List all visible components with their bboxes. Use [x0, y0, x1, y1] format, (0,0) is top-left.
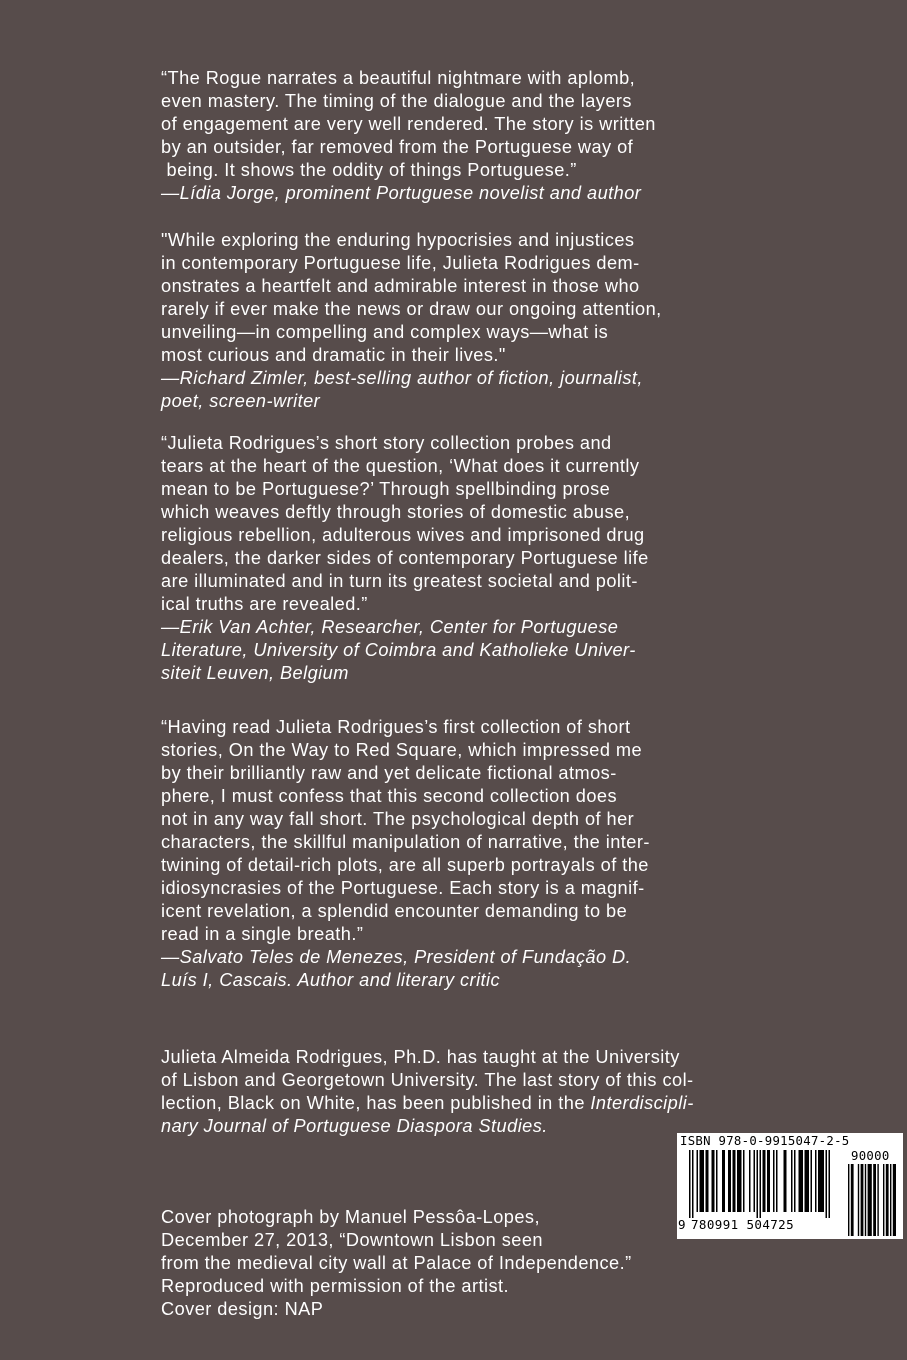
barcode-digits: 780991 504725 — [691, 1217, 795, 1232]
barcode-bar — [865, 1164, 866, 1236]
review-attribution — [161, 616, 761, 685]
quote-line: icent revelation, a splendid encounter demanding to be — [161, 901, 628, 921]
quote-line: which weaves deftly through stories of domestic abuse, — [161, 502, 631, 522]
bio-line: Julieta Almeida Rodrigues, Ph.D. has taught at the University — [161, 1047, 680, 1067]
credit-line: December 27, 2013, “Downtown Lisbon seen — [161, 1230, 543, 1250]
barcode-bar — [760, 1150, 762, 1218]
author-bio — [161, 1046, 761, 1138]
barcode-bar — [805, 1150, 810, 1212]
barcode-bar — [712, 1150, 715, 1212]
attribution-line: —Richard Zimler, best-selling author of fiction, journalist, — [161, 368, 643, 388]
attribution-line: poet, screen-writer — [161, 391, 321, 411]
attribution-line: Literature, University of Coimbra and Katholieke Univer- — [161, 640, 636, 660]
attribution-line: —Salvato Teles de Menezes, President of Fundação D. — [161, 947, 632, 967]
barcode-bar — [861, 1164, 864, 1236]
barcode-bar — [851, 1164, 854, 1236]
quote-line: rarely if ever make the news or draw our ongoing attention, — [161, 299, 662, 319]
quote-line: of engagement are very well rendered. The story is written — [161, 114, 656, 134]
barcode-bar — [794, 1150, 796, 1212]
barcode-bar — [716, 1150, 718, 1212]
quote-line: by their brilliantly raw and yet delicate fictional atmos- — [161, 763, 617, 783]
quote-line: being. It shows the oddity of things Portuguese.” — [161, 160, 577, 180]
barcode-bar — [728, 1150, 731, 1212]
barcode-bar — [767, 1150, 770, 1212]
price-code: 90000 — [851, 1149, 890, 1163]
journal-title: Interdiscipli- — [590, 1093, 694, 1113]
quote-line: "While exploring the enduring hypocrisies and injustices — [161, 230, 635, 250]
attribution-line: —Lídia Jorge, prominent Portuguese novelist and author — [161, 183, 642, 203]
review-quote — [161, 432, 761, 616]
credit-line: from the medieval city wall at Palace of Independence.” — [161, 1253, 632, 1273]
barcode-bar — [818, 1150, 824, 1212]
barcode-bar — [890, 1164, 891, 1236]
barcode-bar — [811, 1150, 813, 1212]
barcode-bar — [883, 1164, 884, 1236]
bio-line — [161, 1092, 761, 1115]
barcode-bars — [689, 1150, 839, 1218]
barcode-bar — [722, 1150, 725, 1212]
quote-line: tears at the heart of the question, ‘What does it currently — [161, 456, 640, 476]
attribution-line: Luís I, Cascais. Author and literary critic — [161, 970, 501, 990]
quote-line: by an outsider, far removed from the Portuguese way of — [161, 137, 634, 157]
price-bars — [848, 1164, 896, 1236]
quote-line: phere, I must confess that this second collection does — [161, 786, 617, 806]
quote-line: idiosyncrasies of the Portuguese. Each story is a magnif- — [161, 878, 645, 898]
quote-line: most curious and dramatic in their lives." — [161, 345, 506, 365]
barcode-bar — [893, 1164, 896, 1236]
barcode-bar — [733, 1150, 736, 1212]
review-3 — [161, 432, 761, 685]
isbn-label: ISBN 978-0-9915047-2-5 — [680, 1134, 850, 1148]
barcode-bar — [799, 1150, 804, 1212]
quote-line: are illuminated and in turn its greatest societal and polit- — [161, 571, 638, 591]
barcode-bar — [776, 1150, 778, 1212]
credit-line: Cover design: NAP — [161, 1299, 324, 1319]
credit-line: Cover photograph by Manuel Pessôa-Lopes, — [161, 1207, 540, 1227]
journal-title: nary Journal of Portuguese Diaspora Studies. — [161, 1116, 548, 1136]
barcode-bar — [848, 1164, 849, 1236]
review-2 — [161, 229, 761, 413]
barcode-bar — [826, 1150, 828, 1218]
barcode-bar — [773, 1150, 775, 1212]
barcode-bar — [868, 1164, 872, 1236]
quote-line: “Having read Julieta Rodrigues’s first collection of short — [161, 717, 631, 737]
review-1 — [161, 67, 761, 205]
barcode-bar — [743, 1150, 745, 1212]
review-attribution — [161, 367, 761, 413]
bio-text: lection, Black on White, has been published in the — [161, 1093, 591, 1113]
barcode-digit-first: 9 — [678, 1217, 686, 1232]
quote-line: characters, the skillful manipulation of narrative, the inter- — [161, 832, 650, 852]
cover-credits — [161, 1206, 761, 1321]
barcode-bar — [791, 1150, 793, 1212]
credit-line: Reproduced with permission of the artist. — [161, 1276, 510, 1296]
barcode-bar — [700, 1150, 705, 1212]
review-quote — [161, 716, 761, 946]
quote-line: even mastery. The timing of the dialogue and the layers — [161, 91, 632, 111]
barcode-bar — [754, 1150, 756, 1212]
attribution-line: —Erik Van Achter, Researcher, Center for Portuguese — [161, 617, 619, 637]
barcode-bar — [737, 1150, 742, 1212]
barcode-bar — [873, 1164, 876, 1236]
barcode-bar — [763, 1150, 766, 1212]
review-attribution — [161, 182, 761, 205]
quote-line: religious rebellion, adulterous wives and imprisoned drug — [161, 525, 645, 545]
barcode-bar — [689, 1150, 691, 1218]
barcode-bar — [877, 1164, 878, 1236]
barcode-bar — [692, 1150, 694, 1218]
barcode-bar — [886, 1164, 889, 1236]
review-quote — [161, 229, 761, 367]
barcode-bar — [858, 1164, 859, 1236]
barcode-bar — [749, 1150, 751, 1212]
quote-line: dealers, the darker sides of contemporary Portuguese life — [161, 548, 649, 568]
quote-line: twining of detail-rich plots, are all superb portrayals of the — [161, 855, 649, 875]
isbn-barcode — [677, 1133, 903, 1239]
quote-line: unveiling—in compelling and complex ways—what is — [161, 322, 609, 342]
barcode-bar — [815, 1150, 817, 1212]
quote-line: stories, On the Way to Red Square, which impressed me — [161, 740, 643, 760]
barcode-bar — [784, 1150, 787, 1212]
attribution-line: siteit Leuven, Belgium — [161, 663, 349, 683]
review-attribution — [161, 946, 761, 992]
quote-line: mean to be Portuguese?’ Through spellbinding prose — [161, 479, 611, 499]
quote-line: not in any way fall short. The psychological depth of her — [161, 809, 635, 829]
barcode-bar — [697, 1150, 699, 1212]
quote-line: “Julieta Rodrigues’s short story collection probes and — [161, 433, 612, 453]
quote-line: read in a single breath.” — [161, 924, 364, 944]
bio-line: of Lisbon and Georgetown University. The last story of this col- — [161, 1070, 694, 1090]
quote-line: in contemporary Portuguese life, Julieta Rodrigues dem- — [161, 253, 640, 273]
review-4 — [161, 716, 761, 992]
quote-line: ical truths are revealed.” — [161, 594, 368, 614]
barcode-bar — [757, 1150, 759, 1218]
quote-line: “The Rogue narrates a beautiful nightmare with aplomb, — [161, 68, 636, 88]
quote-line: onstrates a heartfelt and admirable interest in those who — [161, 276, 640, 296]
barcode-bar — [706, 1150, 709, 1212]
review-quote — [161, 67, 761, 182]
barcode-bar — [829, 1150, 831, 1218]
